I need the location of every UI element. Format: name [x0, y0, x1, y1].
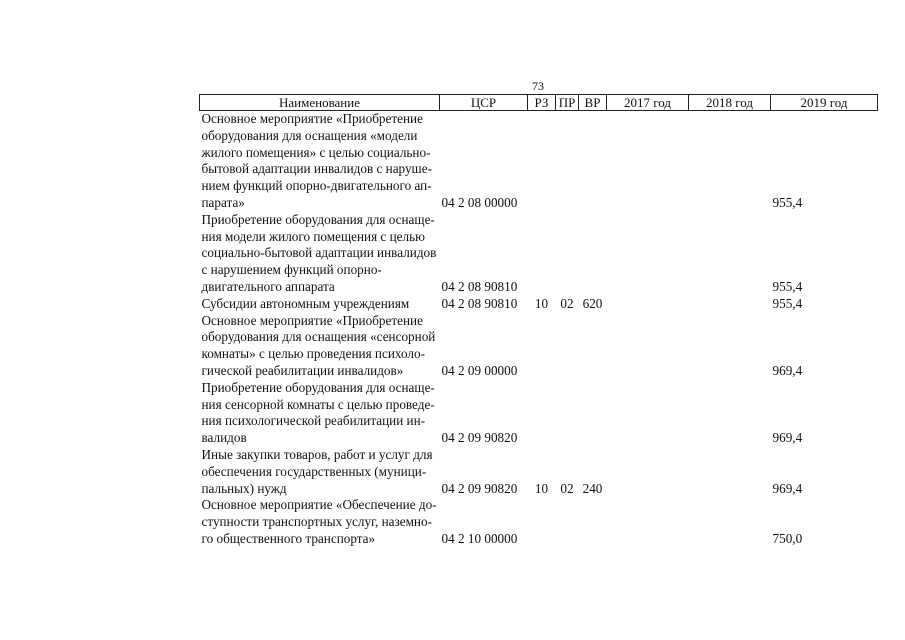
budget-table — [199, 94, 878, 548]
row-csr: 04 2 08 00000 — [441, 194, 518, 210]
row-vr — [579, 313, 607, 380]
header-pr: ПР — [556, 95, 579, 111]
table-row — [200, 111, 878, 212]
row-csr: 04 2 09 00000 — [441, 362, 518, 378]
row-2017 — [607, 212, 689, 296]
row-rz — [528, 212, 556, 296]
row-rz — [528, 380, 556, 447]
row-name-line: парата» — [201, 194, 245, 210]
row-rz: 10 — [534, 295, 549, 311]
row-name-line: гической реабилитации инвалидов» — [201, 362, 404, 378]
row-2017 — [607, 313, 689, 380]
row-name-line: бытовой адаптации инвалидов с наруше- — [201, 161, 432, 177]
row-name-line: двигательного аппарата — [201, 278, 335, 294]
row-csr: 04 2 10 00000 — [441, 530, 518, 546]
row-name-line: Основное мероприятие «Приобретение — [201, 312, 423, 328]
row-2018 — [689, 313, 771, 380]
row-name-line: пальных) нужд — [201, 480, 287, 496]
row-pr — [556, 111, 579, 212]
table-row — [200, 447, 878, 497]
row-2019: 955,4 — [772, 278, 803, 294]
header-2019: 2019 год — [771, 95, 878, 111]
header-rz: РЗ — [528, 95, 556, 111]
row-2019: 969,4 — [772, 480, 803, 496]
row-name-line: Основное мероприятие «Приобретение — [201, 111, 423, 126]
row-rz — [528, 497, 556, 547]
row-name — [200, 447, 440, 497]
row-name-line: нием функций опорно-двигательного ап- — [201, 178, 432, 194]
row-pr — [556, 313, 579, 380]
header-name: Наименование — [200, 95, 440, 111]
header-csr: ЦСР — [440, 95, 528, 111]
row-name-line: с нарушением функций опорно- — [201, 262, 382, 278]
header-vr: ВР — [579, 95, 607, 111]
table-row — [200, 497, 878, 547]
row-vr — [579, 212, 607, 296]
header-2018: 2018 год — [689, 95, 771, 111]
row-rz: 10 — [534, 480, 549, 496]
row-pr — [556, 497, 579, 547]
row-2019: 750,0 — [772, 530, 803, 546]
row-name-line: го общественного транспорта» — [201, 530, 376, 546]
row-2018 — [689, 296, 771, 313]
row-pr — [556, 380, 579, 447]
row-pr: 02 — [560, 480, 574, 496]
row-vr: 620 — [582, 295, 603, 311]
row-2017 — [607, 497, 689, 547]
row-vr — [579, 497, 607, 547]
row-name-line: ния модели жилого помещения с целью — [201, 228, 425, 244]
row-name-line: обеспечения государственных (муници- — [201, 463, 427, 479]
header-2017: 2017 год — [607, 95, 689, 111]
row-name-line: Иные закупки товаров, работ и услуг для — [201, 446, 433, 462]
row-name-line: оборудования для оснащения «модели — [201, 127, 418, 143]
row-name-line: комнаты» с целью проведения психоло- — [201, 346, 425, 362]
row-name-line: Приобретение оборудования для оснаще- — [201, 211, 435, 227]
row-2019: 969,4 — [772, 430, 803, 446]
row-pr: 02 — [560, 295, 574, 311]
row-pr — [556, 212, 579, 296]
row-name — [200, 380, 440, 447]
table-header-row — [200, 95, 878, 111]
row-rz — [528, 111, 556, 212]
row-name-line: Приобретение оборудования для оснаще- — [201, 379, 435, 395]
row-csr: 04 2 09 90820 — [441, 480, 518, 496]
row-csr: 04 2 08 90810 — [441, 295, 518, 311]
row-name-line: ступности транспортных услуг, наземно- — [201, 514, 432, 530]
row-2018 — [689, 212, 771, 296]
row-csr: 04 2 08 90810 — [441, 278, 518, 294]
row-2017 — [607, 296, 689, 313]
row-name-line: жилого помещения» с целью социально- — [201, 144, 431, 160]
row-2019: 969,4 — [772, 362, 803, 378]
row-name-line: Основное мероприятие «Обеспечение до- — [201, 497, 437, 513]
row-name-line: ния сенсорной комнаты с целью проведе- — [201, 396, 435, 412]
row-2019: 955,4 — [772, 295, 803, 311]
row-2018 — [689, 380, 771, 447]
table-row — [200, 296, 878, 313]
table-row — [200, 313, 878, 380]
row-2017 — [607, 447, 689, 497]
row-name-line: валидов — [201, 430, 247, 446]
row-name-line: Субсидии автономным учреждениям — [201, 295, 410, 311]
table-row — [200, 212, 878, 296]
row-vr: 240 — [582, 480, 603, 496]
row-name — [200, 111, 440, 212]
row-name — [200, 497, 440, 547]
row-name — [200, 313, 440, 380]
row-vr — [579, 111, 607, 212]
page-number: 73 — [532, 79, 544, 93]
row-name-line: ния психологической реабилитации ин- — [201, 413, 426, 429]
row-name — [200, 212, 440, 296]
row-2018 — [689, 497, 771, 547]
row-csr: 04 2 09 90820 — [441, 430, 518, 446]
row-2017 — [607, 380, 689, 447]
row-name-line: оборудования для оснащения «сенсорной — [201, 329, 436, 345]
row-2018 — [689, 447, 771, 497]
row-vr — [579, 380, 607, 447]
row-rz — [528, 313, 556, 380]
table-body — [200, 111, 878, 548]
row-2018 — [689, 111, 771, 212]
table-row — [200, 380, 878, 447]
row-2017 — [607, 111, 689, 212]
row-name-line: социально-бытовой адаптации инвалидов — [201, 245, 437, 261]
row-name — [200, 296, 440, 313]
row-2019: 955,4 — [772, 194, 803, 210]
